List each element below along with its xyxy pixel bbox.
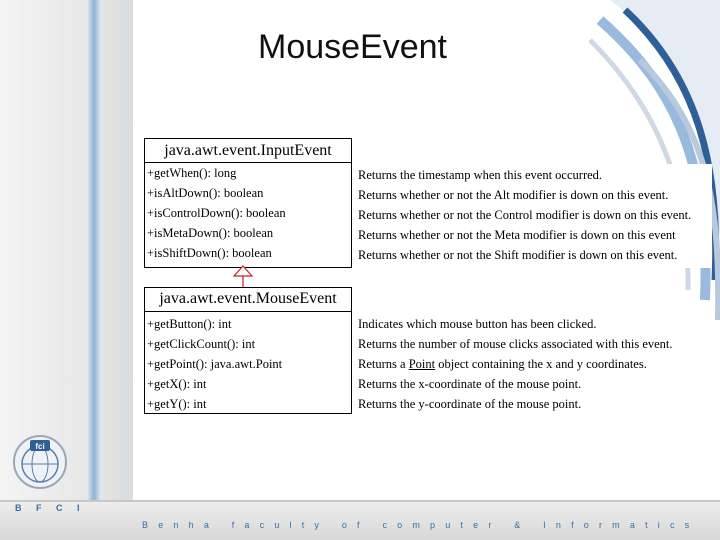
mouse-event-description: Returns the y-coordinate of the mouse point. bbox=[358, 397, 582, 411]
mouse-event-method: +getX(): int bbox=[147, 377, 207, 391]
mouse-event-method: +getButton(): int bbox=[147, 317, 232, 331]
mouse-event-description: Returns the number of mouse clicks associated with this event. bbox=[358, 337, 673, 351]
mouse-event-descriptions bbox=[354, 312, 712, 414]
input-event-method: +isShiftDown(): boolean bbox=[147, 246, 272, 260]
mouse-event-description: Indicates which mouse button has been clicked. bbox=[358, 317, 597, 331]
faculty-logo-icon bbox=[12, 434, 68, 490]
input-event-descriptions bbox=[354, 164, 712, 268]
input-event-method: +isControlDown(): boolean bbox=[147, 206, 286, 220]
mouse-event-class-name: java.awt.event.MouseEvent bbox=[145, 288, 351, 312]
svg-text:fci: fci bbox=[35, 442, 45, 451]
left-gray-stripe bbox=[120, 0, 126, 500]
input-event-description: Returns the timestamp when this event occurred. bbox=[358, 168, 603, 182]
point-desc-prefix: Returns a bbox=[358, 357, 409, 371]
input-event-method: +isAltDown(): boolean bbox=[147, 186, 264, 200]
mouse-event-method: +getY(): int bbox=[147, 397, 207, 411]
footer-right-text: Benha faculty of computer & Informatics bbox=[142, 520, 700, 530]
input-event-description: Returns whether or not the Control modifier is down on this event. bbox=[358, 208, 692, 222]
input-event-method: +getWhen(): long bbox=[147, 166, 237, 180]
mouse-event-description: Returns the x-coordinate of the mouse point. bbox=[358, 377, 582, 391]
page-title: MouseEvent bbox=[258, 28, 447, 66]
footer-left-text: B F C I bbox=[15, 503, 86, 513]
input-event-description: Returns whether or not the Meta modifier is down on this event bbox=[358, 228, 676, 242]
input-event-description: Returns whether or not the Alt modifier is down on this event. bbox=[358, 188, 669, 202]
point-desc-suffix: object containing the x and y coordinates. bbox=[435, 357, 647, 371]
input-event-class-box bbox=[144, 138, 352, 268]
mouse-event-description bbox=[355, 353, 711, 373]
input-event-description: Returns whether or not the Shift modifier is down on this event. bbox=[358, 248, 678, 262]
left-blue-stripe bbox=[88, 0, 100, 500]
point-class-link: Point bbox=[408, 357, 436, 371]
mouse-event-method: +getClickCount(): int bbox=[147, 337, 256, 351]
footer-divider bbox=[0, 500, 720, 502]
input-event-class-name: java.awt.event.InputEvent bbox=[145, 139, 351, 163]
input-event-method: +isMetaDown(): boolean bbox=[147, 226, 274, 240]
mouse-event-method: +getPoint(): java.awt.Point bbox=[147, 357, 283, 371]
mouse-event-class-box bbox=[144, 287, 352, 414]
